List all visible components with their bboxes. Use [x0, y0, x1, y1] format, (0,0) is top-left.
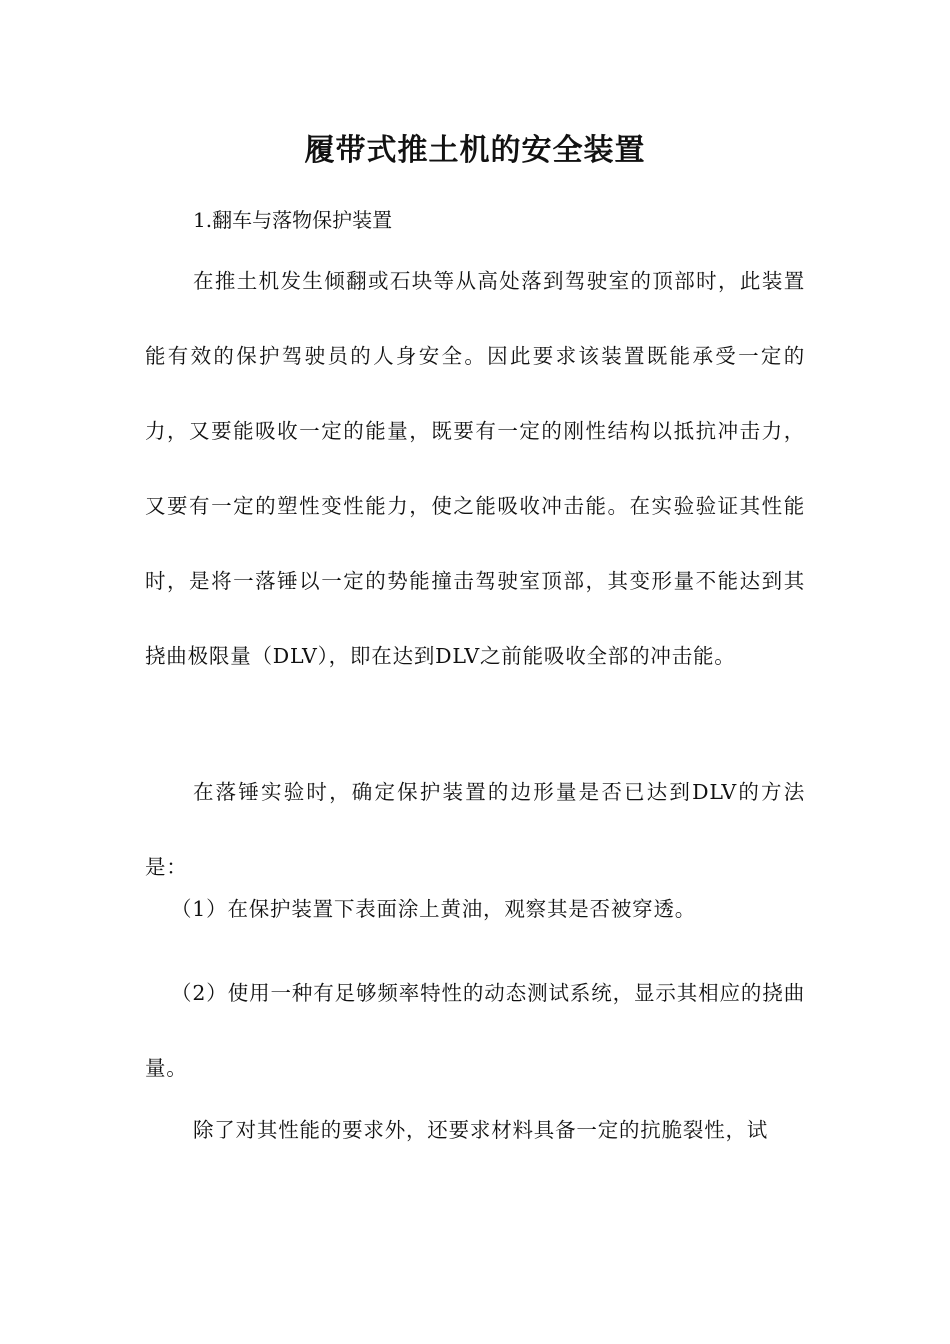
document-title: 履带式推土机的安全装置 [304, 133, 646, 168]
section-heading: 1.翻车与落物保护装置 [193, 208, 393, 232]
paragraph-3: 除了对其性能的要求外，还要求材料具备一定的抗脆裂性，试 [193, 1118, 769, 1142]
list-item-2: （2）使用一种有足够频率特性的动态测试系统，显示其相应的挠曲量。 [145, 981, 805, 1080]
paragraph-1: 在推土机发生倾翻或石块等从高处落到驾驶室的顶部时，此装置能有效的保护驾驶员的人身安全。因此要求该装置既能承受一定的力，又要能吸收一定的能量，既要有一定的刚性结构以抵抗冲击力，又要有一定的塑性变性能力，使之能吸收冲击能。在实验验证其性能时，是将一落锤以一定的势能撞击驾驶室顶部，其变形量不能达到其挠曲极限量（DLV），即在达到DLV之前能吸收全部的冲击能。 [145, 269, 805, 668]
paragraph-2: 在落锤实验时，确定保护装置的边形量是否已达到DLV的方法是： [145, 780, 805, 879]
list-item-1: （1）在保护装置下表面涂上黄油，观察其是否被穿透。 [171, 897, 697, 921]
